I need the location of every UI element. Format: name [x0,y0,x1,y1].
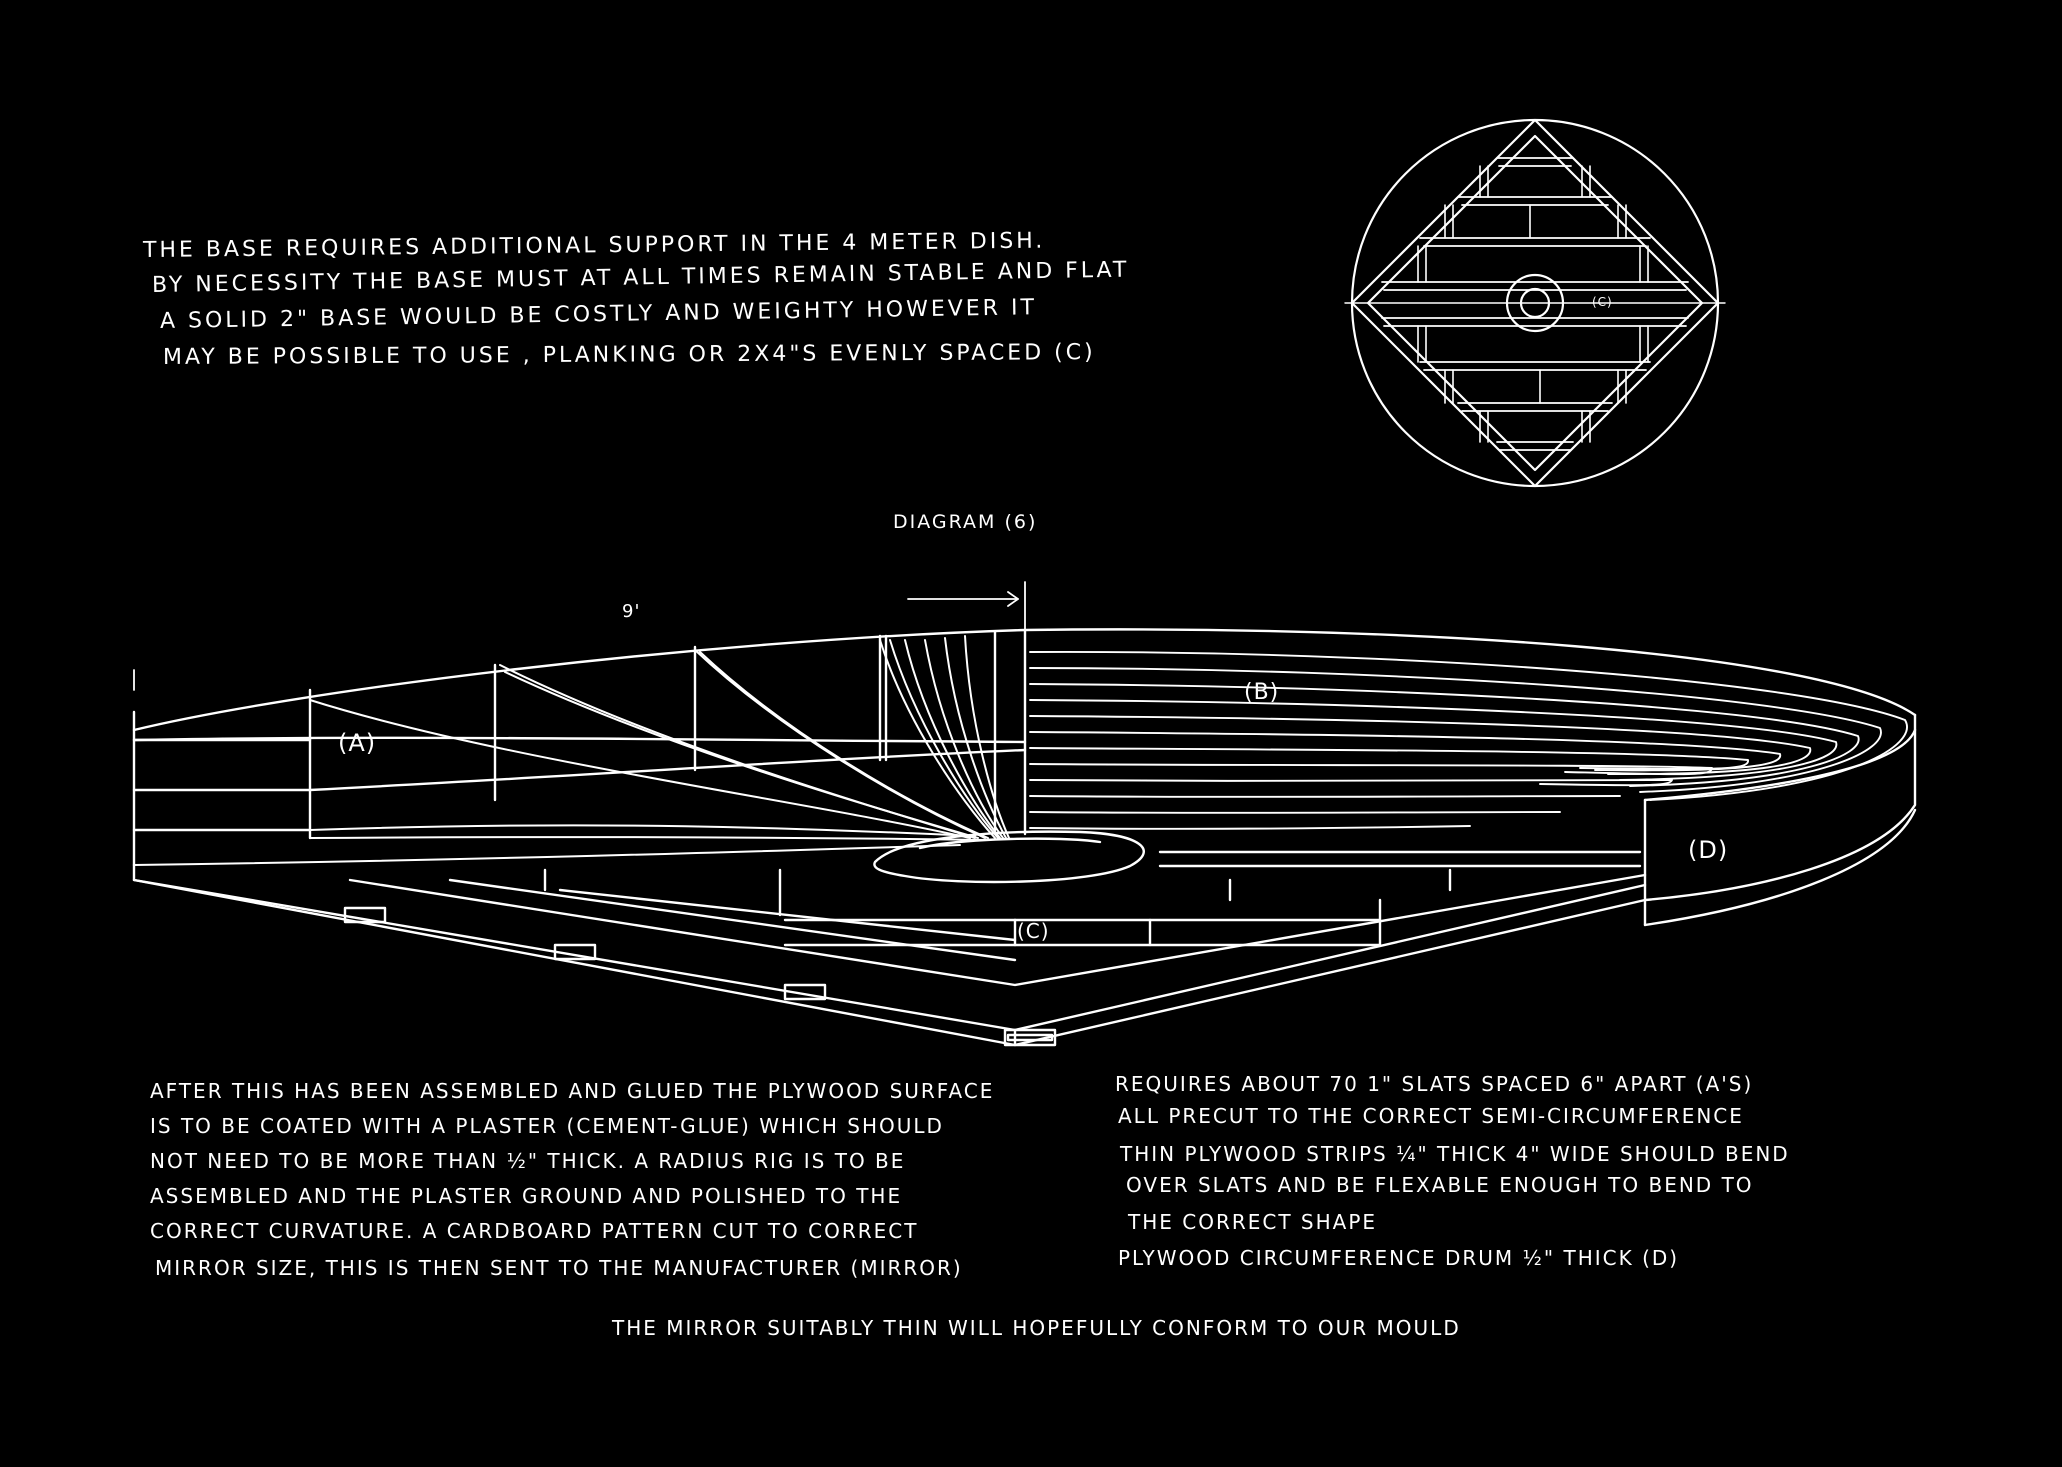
assembly-note-line-6: MIRROR SIZE, THIS IS THEN SENT TO THE MANUFACTURER (MIRROR) [155,1256,963,1280]
plan-part-label-c: (C) [1592,295,1613,309]
intro-note-line-2: BY NECESSITY THE BASE MUST AT ALL TIMES REMAIN STABLE AND FLAT [151,257,1130,298]
parts-note-line-1: REQUIRES ABOUT 70 1" SLATS SPACED 6" APART (A'S) [1115,1072,1754,1096]
diagram-title: DIAGRAM (6) [893,511,1038,533]
parts-note-line-2: ALL PRECUT TO THE CORRECT SEMI-CIRCUMFERENCE [1118,1104,1744,1128]
part-label-a: (A) [338,729,377,757]
parts-note-line-5: THE CORRECT SHAPE [1128,1210,1378,1234]
base-platform [134,865,1645,1045]
assembly-note-line-2: IS TO BE COATED WITH A PLASTER (CEMENT-GLUE) WHICH SHOULD [150,1114,944,1138]
drum-band [1645,715,1915,925]
center-hub [874,832,1640,882]
part-label-d: (D) [1688,836,1729,864]
intro-note-line-3: A SOLID 2" BASE WOULD BE COSTLY AND WEIGHTY HOWEVER IT [159,295,1038,334]
parts-note-line-6: PLYWOOD CIRCUMFERENCE DRUM ½" THICK (D) [1118,1246,1680,1270]
closing-note: THE MIRROR SUITABLY THIN WILL HOPEFULLY CONFORM TO OUR MOULD [612,1316,1461,1340]
concentric-strips [1030,652,1907,829]
assembly-note-line-1: AFTER THIS HAS BEEN ASSEMBLED AND GLUED THE PLYWOOD SURFACE [150,1079,995,1103]
dimension-label: 9' [622,601,641,622]
assembly-note-line-3: NOT NEED TO BE MORE THAN ½" THICK. A RADIUS RIG IS TO BE [150,1149,906,1173]
part-label-b: (B) [1244,680,1280,705]
assembly-note-line-5: CORRECT CURVATURE. A CARDBOARD PATTERN CUT TO CORRECT [150,1219,919,1243]
intro-note-line-4: MAY BE POSSIBLE TO USE , PLANKING OR 2X4"S EVENLY SPACED (C) [162,340,1096,370]
assembly-note-line-4: ASSEMBLED AND THE PLASTER GROUND AND POLISHED TO THE [150,1184,903,1208]
parts-note-line-4: OVER SLATS AND BE FLEXABLE ENOUGH TO BEND TO [1126,1173,1754,1197]
intro-note-line-1: THE BASE REQUIRES ADDITIONAL SUPPORT IN THE 4 METER DISH. [142,228,1046,263]
part-label-c: (C) [1017,919,1050,943]
parts-note-line-3: THIN PLYWOOD STRIPS ¼" THICK 4" WIDE SHOULD BEND [1120,1142,1790,1166]
